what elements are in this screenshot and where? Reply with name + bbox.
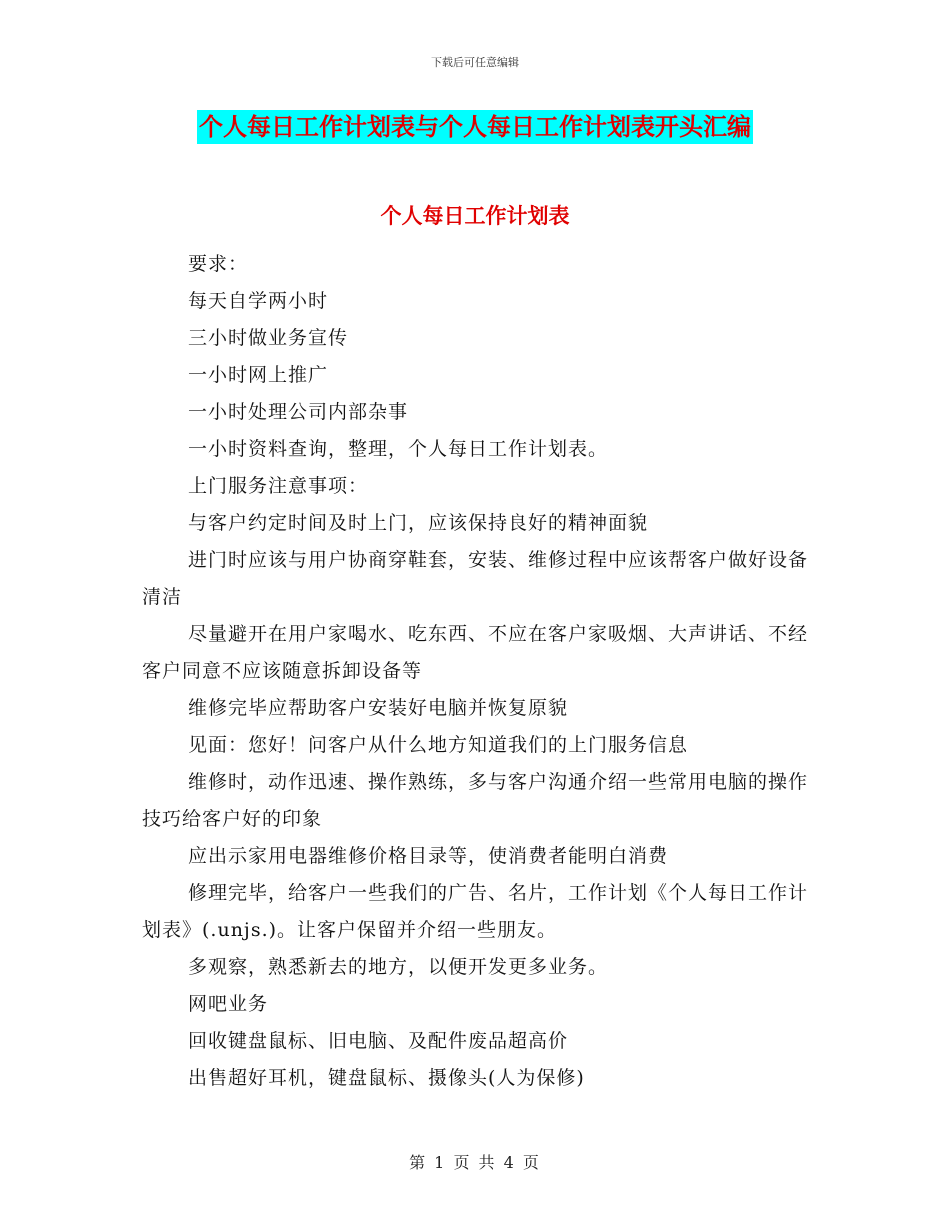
paragraph: 见面：您好！问客户从什么地方知道我们的上门服务信息 bbox=[188, 734, 689, 756]
paragraph: 回收键盘鼠标、旧电脑、及配件废品超高价 bbox=[188, 1030, 569, 1052]
paragraph: 维修完毕应帮助客户安装好电脑并恢复原貌 bbox=[188, 697, 569, 719]
paragraph: 网吧业务 bbox=[188, 993, 269, 1015]
paragraph: 尽量避开在用户家喝水、吃东西、不应在客户家吸烟、大声讲话、不经客户同意不应该随意拆卸设备等 bbox=[142, 623, 809, 682]
paragraph: 一小时网上推广 bbox=[188, 364, 329, 386]
paragraph: 维修时，动作迅速、操作熟练，多与客户沟通介绍一些常用电脑的操作技巧给客户好的印象 bbox=[142, 771, 809, 830]
paragraph: 多观察，熟悉新去的地方，以便开发更多业务。 bbox=[188, 956, 609, 978]
paragraph: 三小时做业务宣传 bbox=[188, 327, 349, 349]
page-footer: 第 1 页 共 4 页 bbox=[409, 1153, 541, 1172]
paragraph: 每天自学两小时 bbox=[188, 290, 329, 312]
document-body bbox=[142, 246, 810, 1097]
document-title-container bbox=[0, 110, 950, 144]
paragraph: 出售超好耳机，键盘鼠标、摄像头(人为保修) bbox=[188, 1067, 585, 1089]
paragraph: 进门时应该与用户协商穿鞋套，安装、维修过程中应该帮客户做好设备清洁 bbox=[142, 549, 809, 608]
paragraph: 修理完毕，给客户一些我们的广告、名片，工作计划《个人每日工作计划表》(.unjs.)。让客户保留并介绍一些朋友。 bbox=[142, 882, 809, 941]
paragraph: 与客户约定时间及时上门，应该保持良好的精神面貌 bbox=[188, 512, 649, 534]
page-header-note: 下载后可任意编辑 bbox=[431, 56, 519, 69]
paragraph: 一小时处理公司内部杂事 bbox=[188, 401, 409, 423]
paragraph: 上门服务注意事项： bbox=[188, 475, 369, 497]
document-title: 个人每日工作计划表与个人每日工作计划表开头汇编 bbox=[197, 110, 753, 144]
paragraph: 一小时资料查询，整理，个人每日工作计划表。 bbox=[188, 438, 609, 460]
paragraph: 应出示家用电器维修价格目录等，使消费者能明白消费 bbox=[188, 845, 669, 867]
section-title: 个人每日工作计划表 bbox=[380, 204, 570, 228]
paragraph: 要求： bbox=[188, 253, 249, 275]
